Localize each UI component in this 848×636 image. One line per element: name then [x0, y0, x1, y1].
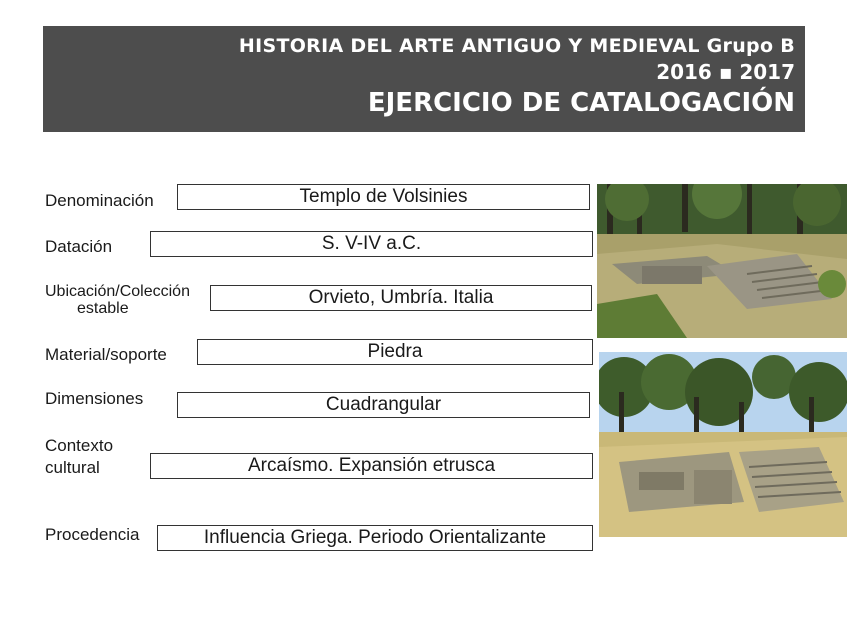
procedencia-label: Procedencia — [45, 525, 140, 544]
datacion-field: S. V-IV a.C. — [150, 231, 593, 257]
denominacion-label: Denominación — [45, 191, 154, 210]
ubicacion-field: Orvieto, Umbría. Italia — [210, 285, 592, 311]
academic-year: 2016 ▪ 2017 — [656, 60, 795, 84]
datacion-label: Datación — [45, 237, 113, 256]
contexto-label — [45, 435, 113, 479]
contexto-label-line2: cultural — [45, 458, 100, 477]
title-banner — [43, 26, 805, 132]
material-label: Material/soporte — [45, 345, 167, 364]
temple-photo-top — [597, 184, 847, 338]
course-title: HISTORIA DEL ARTE ANTIGUO Y MEDIEVAL Grupo B — [238, 35, 795, 57]
material-field: Piedra — [197, 339, 593, 365]
dimensiones-field: Cuadrangular — [177, 392, 590, 418]
contexto-label-line1: Contexto — [45, 436, 114, 455]
temple-photo-bottom — [599, 352, 847, 537]
dimensiones-label: Dimensiones — [45, 389, 144, 408]
denominacion-field: Templo de Volsinies — [177, 184, 590, 210]
ubicacion-label — [45, 283, 190, 317]
exercise-title: EJERCICIO DE CATALOGACIÓN — [367, 88, 795, 118]
ubicacion-label-line2: estable — [77, 300, 129, 317]
ubicacion-label-line1: Ubicación/Colección — [45, 283, 190, 300]
contexto-field: Arcaísmo. Expansión etrusca — [150, 453, 593, 479]
procedencia-field: Influencia Griega. Periodo Orientalizante — [157, 525, 593, 551]
